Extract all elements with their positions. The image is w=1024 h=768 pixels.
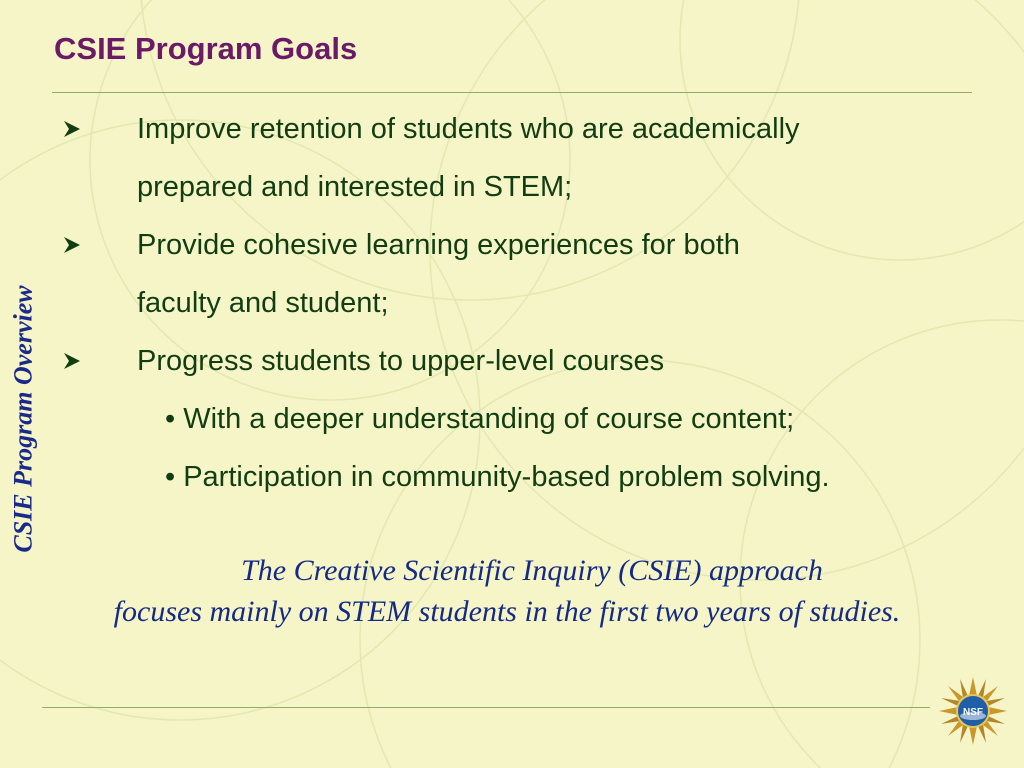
slide-title: CSIE Program Goals	[54, 31, 358, 66]
goal-item	[62, 332, 962, 506]
goal-item	[62, 100, 962, 216]
arrowhead-bullet-icon	[62, 332, 84, 390]
footer-divider	[42, 707, 930, 708]
approach-note	[52, 550, 962, 632]
side-label-text: CSIE Program Overview	[9, 285, 39, 553]
nsf-logo-text: NSF	[963, 707, 983, 718]
sub-item: • Participation in community-based problem solving.	[165, 461, 830, 493]
nsf-logo-icon	[938, 676, 1008, 746]
goal-line: Improve retention of students who are academically	[137, 113, 800, 145]
goals-list	[62, 100, 962, 506]
arrowhead-bullet-icon	[62, 100, 84, 158]
goal-line: Progress students to upper-level courses	[137, 345, 665, 377]
title-divider	[52, 92, 972, 93]
arrowhead-bullet-icon	[62, 216, 84, 274]
approach-note-line-1: The Creative Scientific Inquiry (CSIE) approach	[241, 554, 823, 587]
sub-item: • With a deeper understanding of course content;	[165, 403, 795, 435]
sub-list	[137, 390, 962, 506]
goal-line: prepared and interested in STEM;	[137, 171, 573, 203]
side-label	[6, 258, 42, 580]
goal-item	[62, 216, 962, 332]
goal-line: faculty and student;	[137, 287, 389, 319]
goal-line: Provide cohesive learning experiences for both	[137, 229, 740, 261]
approach-note-rest: focuses mainly on STEM students in the first two years of studies.	[113, 595, 901, 628]
